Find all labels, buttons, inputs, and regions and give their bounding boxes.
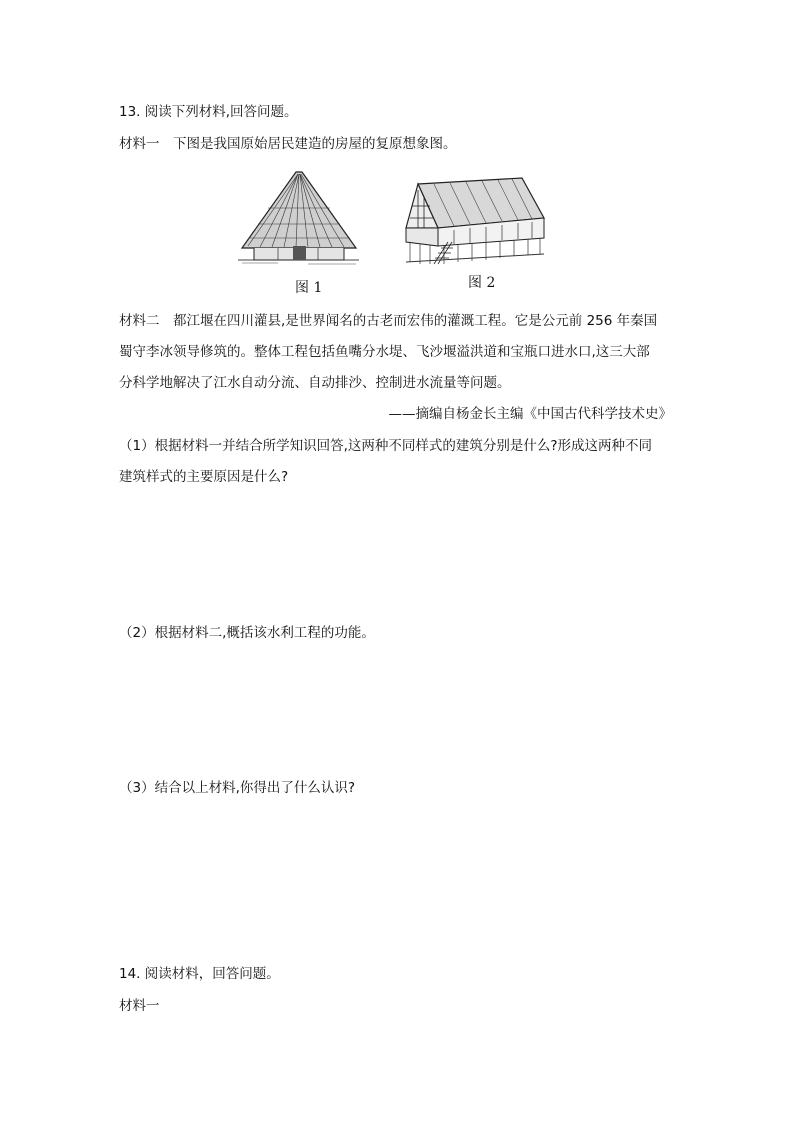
sub-question-1-line-1: （1）根据材料一并结合所学知识回答,这两种不同样式的建筑分别是什么?形成这两种不同 [119,438,653,454]
material-1-text: 材料一 下图是我国原始居民建造的房屋的复原想象图。 [119,136,457,152]
source-citation: ——摘编自杨金长主编《中国古代科学技术史》 [388,406,672,422]
figure-2-caption: 图 2 [468,275,496,291]
figure-1-thatched-hut [238,168,360,278]
material-2-line-3: 分科学地解决了江水自动分流、自动排沙、控制进水流量等问题。 [119,375,511,391]
figure-1-caption: 图 1 [295,280,323,296]
material-2-line-1: 材料二 都江堰在四川灌县,是世界闻名的古老而宏伟的灌溉工程。它是公元前 256 年秦国 [119,313,658,329]
question-14-material-1: 材料一 [119,998,160,1014]
sub-question-2: （2）根据材料二,概括该水利工程的功能。 [119,625,375,641]
question-13-heading: 13. 阅读下列材料,回答问题。 [119,104,298,120]
question-14-heading: 14. 阅读材料，回答问题。 [119,966,280,982]
sub-question-3: （3）结合以上材料,你得出了什么认识? [119,780,356,796]
figure-2-stilt-house [404,176,550,268]
sub-question-1-line-2: 建筑样式的主要原因是什么? [119,469,289,485]
material-2-line-2: 蜀守李冰领导修筑的。整体工程包括鱼嘴分水堤、飞沙堰溢洪道和宝瓶口进水口,这三大部 [119,344,650,360]
